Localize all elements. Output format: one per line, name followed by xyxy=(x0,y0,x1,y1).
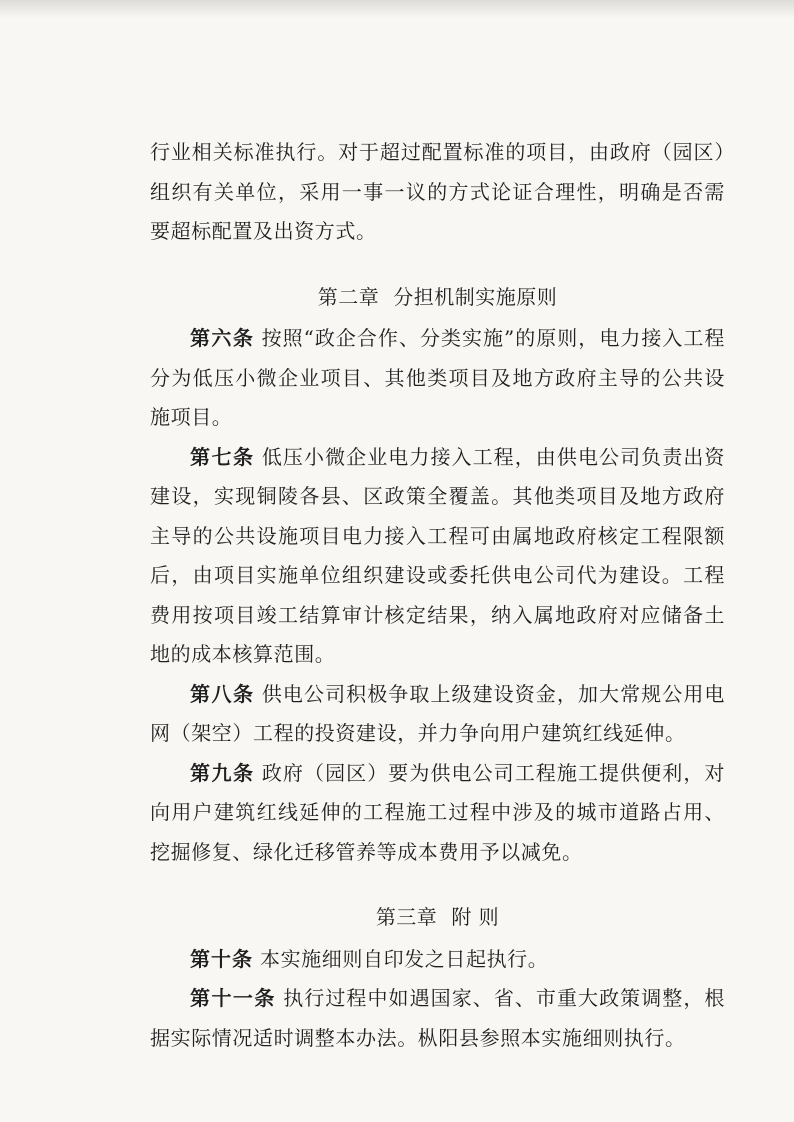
intro-paragraph: 行业相关标准执行。对于超过配置标准的项目，由政府（园区）组织有关单位，采用一事一议的方式论证合理性，明确是否需要超标配置及出资方式。 xyxy=(150,140,725,243)
article-10 xyxy=(150,940,725,980)
article-11-label: 第十一条 xyxy=(190,986,276,1010)
chapter-three-heading xyxy=(150,898,725,938)
scan-edge xyxy=(0,0,794,18)
article-7-label: 第七条 xyxy=(190,444,255,469)
article-6 xyxy=(150,319,725,438)
article-11-text: 执行过程中如遇国家、省、市重大政策调整，根据实际情况适时调整本办法。枞阳县参照本实施细则执行。 xyxy=(150,986,725,1050)
article-9 xyxy=(150,754,725,873)
article-8 xyxy=(150,675,725,754)
chapter-two-title: 分担机制实施原则 xyxy=(393,284,558,309)
article-6-label: 第六条 xyxy=(190,326,255,350)
chapter-two-number: 第二章 xyxy=(317,284,380,309)
article-11 xyxy=(150,979,725,1058)
article-10-text: 本实施细则自印发之日起执行。 xyxy=(259,946,549,971)
article-7 xyxy=(150,438,725,675)
article-8-text: 供电公司积极争取上级建设资金，加大常规公用电网（架空）工程的投资建设，并力争向用户建筑红线延伸。 xyxy=(150,681,725,745)
chapter-two-heading xyxy=(150,278,725,318)
document-body xyxy=(150,133,725,1058)
chapter-three-title: 附 则 xyxy=(451,905,500,929)
article-10-label: 第十条 xyxy=(190,946,253,971)
article-9-label: 第九条 xyxy=(190,760,255,785)
article-7-text: 低压小微企业电力接入工程，由供电公司负责出资建设，实现铜陵各县、区政策全覆盖。其他类项目及地方政府主导的公共设施项目电力接入工程可由属地政府核定工程限额后，由项目实施单位组织建设或委托供电公司代为建设。工程费用按项目竣工结算审计核定结果，纳入属地政府对应储备土地的成本核算范围。 xyxy=(150,444,725,666)
chapter-three-number: 第三章 xyxy=(375,905,438,929)
article-6-text: 按照“政企合作、分类实施”的原则，电力接入工程分为低压小微企业项目、其他类项目及地方政府主导的公共设施项目。 xyxy=(150,326,725,429)
article-9-text: 政府（园区）要为供电公司工程施工提供便利，对向用户建筑红线延伸的工程施工过程中涉及的城市道路占用、挖掘修复、绿化迁移管养等成本费用予以减免。 xyxy=(150,760,725,864)
article-8-label: 第八条 xyxy=(190,681,255,706)
